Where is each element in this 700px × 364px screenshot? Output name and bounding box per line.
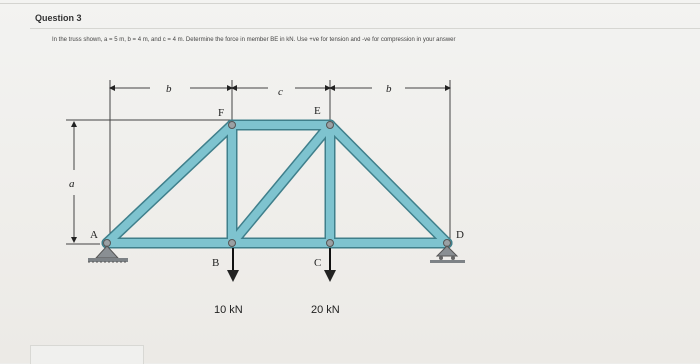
truss-members	[107, 125, 447, 243]
answer-box-edge[interactable]	[30, 345, 144, 364]
roller-support-D	[430, 246, 465, 263]
joint-label-D: D	[456, 229, 464, 241]
joint-label-F: F	[218, 107, 225, 119]
joint-label-B: B	[212, 257, 220, 269]
joint-label-E: E	[314, 105, 321, 117]
joint-label-A: A	[90, 229, 98, 241]
dim-label-b-left: b	[166, 83, 172, 95]
dim-label-a: a	[69, 178, 75, 190]
dim-label-c: c	[278, 86, 283, 98]
dim-label-b-right: b	[386, 83, 392, 95]
joint-label-C: C	[314, 257, 322, 269]
load-label-C: 20 kN	[311, 304, 340, 316]
question-text: In the truss shown, a = 5 m, b = 4 m, and c = 4 m. Determine the force in member BE in kN. Use +ve for tension and -ve for compression in your answer	[52, 37, 456, 43]
load-label-B: 10 kN	[214, 304, 243, 316]
question-title: Question 3	[35, 13, 82, 23]
